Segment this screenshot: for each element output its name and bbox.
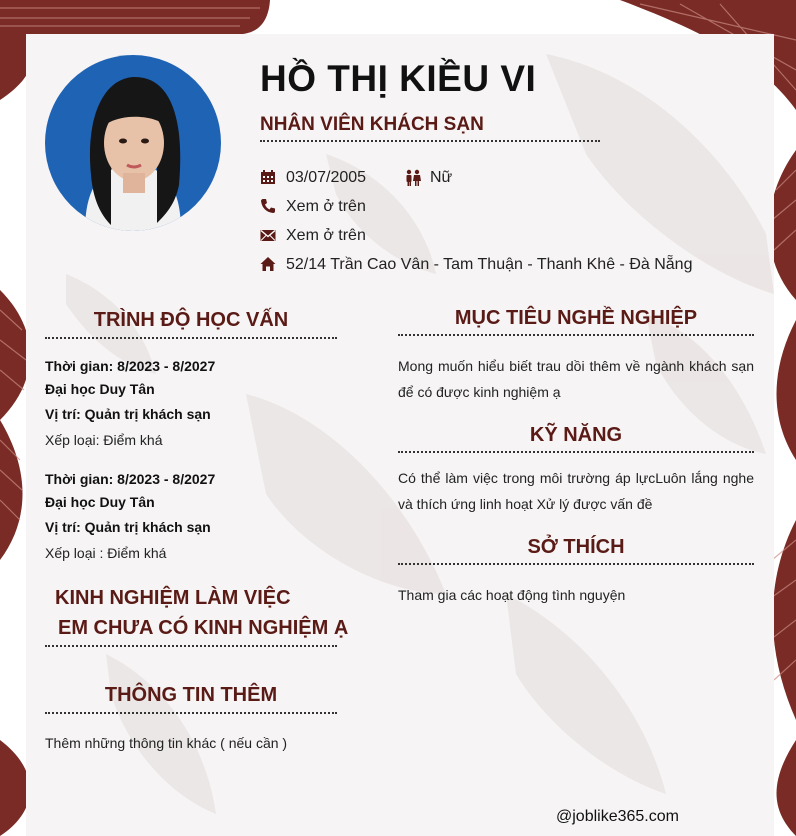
education-heading: TRÌNH ĐỘ HỌC VẤN [93,309,289,331]
phone-row [260,198,366,216]
objective-heading: MỤC TIÊU NGHỀ NGHIỆP [454,307,698,329]
address-row [260,256,692,274]
education-divider [45,337,337,339]
extra-heading: THÔNG TIN THÊM [104,684,278,706]
edu1-time: Thời gian: 8/2023 - 8/2027 [45,358,216,374]
email-row [260,227,366,245]
email-text: Xem ở trên [286,227,366,244]
job-title: NHÂN VIÊN KHÁCH SẠN [260,114,484,135]
calendar-icon [260,169,278,187]
edu1-major: Vị trí: Quản trị khách sạn [45,406,211,422]
mail-icon [260,227,278,245]
skills-heading: KỸ NĂNG [529,424,623,446]
avatar [45,55,221,231]
hobbies-divider [398,563,754,565]
gender-icon [404,169,422,187]
watermark-text: @joblike365.com [556,808,679,825]
edu1-school: Đại học Duy Tân [45,381,155,397]
experience-content: EM CHƯA CÓ KINH NGHIỆM Ạ [58,617,349,639]
objective-divider [398,334,754,336]
edu1-grade: Xếp loại: Điểm khá [45,432,163,448]
hobbies-heading: SỞ THÍCH [527,536,625,558]
gender-row [404,169,452,187]
skills-divider [398,451,754,453]
experience-divider [45,645,337,647]
edu2-grade: Xếp loại : Điểm khá [45,545,167,561]
address-text: 52/14 Trần Cao Vân - Tam Thuận - Thanh Khê - Đà Nẵng [286,256,693,273]
objective-content: Mong muốn hiểu biết trau dồi thêm về ngành khách sạn để có được kinh nghiệm ạ [398,358,754,400]
phone-icon [260,198,278,216]
gender-text: Nữ [430,169,453,186]
hobbies-content: Tham gia các hoạt động tình nguyện [398,587,626,603]
experience-heading: KINH NGHIỆM LÀM VIỆC [55,587,291,609]
extra-divider [45,712,337,714]
home-icon [260,256,278,274]
phone-text: Xem ở trên [286,198,366,215]
dob-text: 03/07/2005 [286,169,367,186]
candidate-name: HỒ THỊ KIỀU VI [260,58,537,99]
edu2-time: Thời gian: 8/2023 - 8/2027 [45,471,216,487]
edu2-school: Đại học Duy Tân [45,494,155,510]
skills-content: Có thể làm việc trong môi trường áp lựcLuôn lắng nghe và thích ứng linh hoạt Xử lý được vấn đề [398,470,754,512]
extra-content: Thêm những thông tin khác ( nếu cần ) [45,735,288,751]
dob-row [260,169,366,187]
edu2-major: Vị trí: Quản trị khách sạn [45,519,211,535]
title-divider [260,140,600,142]
